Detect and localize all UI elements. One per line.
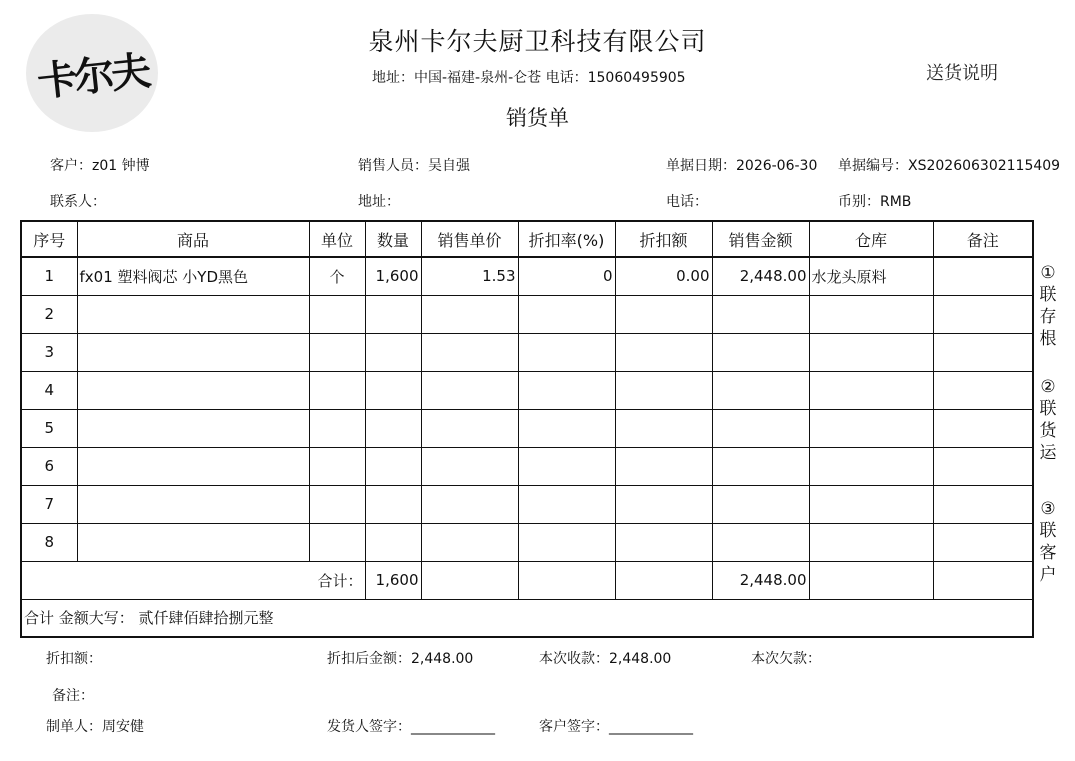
header-cell: 销售单价	[421, 221, 518, 257]
table-row	[21, 485, 1033, 523]
product-cell: fx01 塑料阀芯 小YD黑色	[77, 257, 309, 295]
document-title: 销货单	[506, 106, 569, 130]
copy-label-shipping: ② 联 货 运	[1039, 377, 1057, 463]
document-maker: 制单人：周安健	[46, 719, 144, 735]
company-name: 泉州卡尔夫厨卫科技有限公司	[368, 27, 707, 56]
document-number-field: 单据编号：XS202606302115409	[838, 158, 1061, 174]
quantity-cell: 1,600	[365, 257, 421, 295]
row-index: 3	[21, 333, 77, 371]
table-row	[21, 523, 1033, 561]
total-row	[21, 561, 1033, 599]
address-field: 地址：	[358, 194, 400, 210]
header-cell: 序号	[21, 221, 77, 257]
unit-price-cell: 1.53	[421, 257, 518, 295]
remark-footer: 备注：	[52, 688, 94, 704]
discount-rate-cell: 0	[518, 257, 615, 295]
sales-amount-cell: 2,448.00	[712, 257, 809, 295]
company-address: 地址：中国-福建-泉州-仑苍 电话：15060495905	[372, 70, 686, 86]
phone-field: 电话：	[666, 194, 708, 210]
row-index: 2	[21, 295, 77, 333]
row-index: 5	[21, 409, 77, 447]
warehouse-cell: 水龙头原料	[809, 257, 933, 295]
header-cell: 数量	[365, 221, 421, 257]
amount-in-words-row	[21, 599, 1033, 637]
total-label: 合计：	[21, 561, 365, 599]
table-header-row	[21, 221, 1033, 257]
contact-field: 联系人：	[50, 194, 106, 210]
header-cell: 备注	[933, 221, 1033, 257]
amount-in-words: 合计 金额大写： 贰仟肆佰肆拾捌元整	[21, 599, 1033, 637]
owed-amount: 本次欠款：	[751, 651, 821, 667]
table-row	[21, 447, 1033, 485]
row-index: 1	[21, 257, 77, 295]
table-row	[21, 257, 1033, 295]
total-quantity: 1,600	[365, 561, 421, 599]
salesperson-field: 销售人员：吴自强	[358, 158, 470, 174]
row-index: 8	[21, 523, 77, 561]
header-cell: 折扣额	[615, 221, 712, 257]
table-row	[21, 371, 1033, 409]
customer-signature: 客户签字：____________	[539, 719, 693, 735]
row-index: 7	[21, 485, 77, 523]
discount-footer: 折扣额：	[46, 651, 102, 667]
shipper-signature: 发货人签字：____________	[327, 719, 495, 735]
header-cell: 销售金额	[712, 221, 809, 257]
copy-label-customer: ③ 联 客 户	[1039, 499, 1057, 585]
header-cell: 折扣率(%)	[518, 221, 615, 257]
table-row	[21, 409, 1033, 447]
remark-cell	[933, 257, 1033, 295]
header-cell: 单位	[309, 221, 365, 257]
total-amount: 2,448.00	[712, 561, 809, 599]
currency-field: 币别：RMB	[838, 194, 912, 210]
received-amount: 本次收款：2,448.00	[539, 651, 672, 667]
row-index: 4	[21, 371, 77, 409]
header-cell: 商品	[77, 221, 309, 257]
table-row	[21, 333, 1033, 371]
header-cell: 仓库	[809, 221, 933, 257]
after-discount-amount: 折扣后金额：2,448.00	[327, 651, 474, 667]
delivery-note-link[interactable]: 送货说明	[926, 63, 998, 84]
document-date-field: 单据日期：2026-06-30	[666, 158, 818, 174]
customer-field: 客户：z01 钟博	[50, 158, 150, 174]
copy-label-stub: ① 联 存 根	[1039, 263, 1057, 349]
unit-cell: 个	[309, 257, 365, 295]
table-row	[21, 295, 1033, 333]
row-index: 6	[21, 447, 77, 485]
discount-amount-cell: 0.00	[615, 257, 712, 295]
logo-text: 卡尔夫	[34, 46, 150, 106]
sales-table	[20, 220, 1034, 638]
